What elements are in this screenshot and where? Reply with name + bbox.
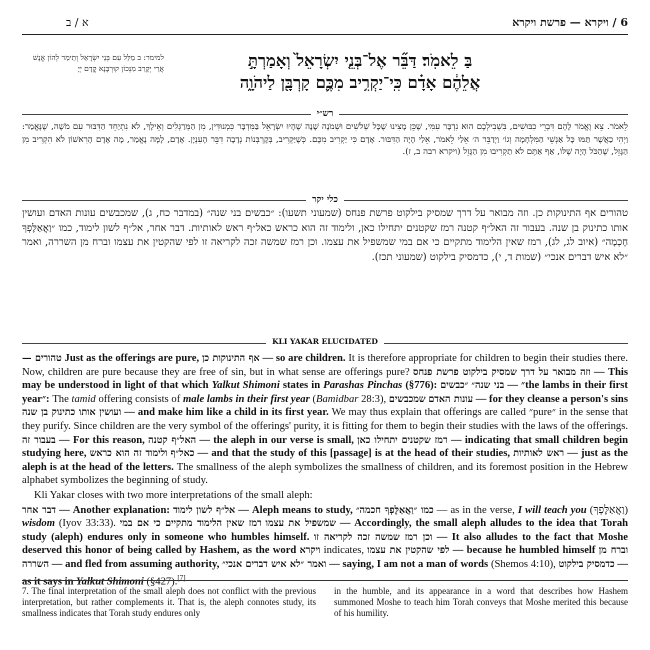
- elucidated-paragraph-2: Kli Yakar closes with two more interpretations of the small aleph:: [34, 489, 313, 501]
- kli-yakar-text: טהורים אף התינוקות כן. וזה מבואר על דרך שמסיק בילקוט פרשת פנחס (שמעוני תשעו): ״כבשים בני שנה״ (במדבר כח, ג), שמכבשים עונות האדם ועושין אותו כתינוק בן שנה. בעבור זה האל״ף קטנה רמז שקטנים יתחילו כאן, ולימוד זה הוא כראש כאל״ף ראש לאותיות. דבר אחר, אל״ף לשון לימוד, כמו ״וַאֲאַלֶּפְךָ חָכְמָה״ (איוב לג, לג), רמז שאין הלימוד מתקיים כי אם במי שמשפיל את עצמו. וכן רמז שמשה זכה לקריאה זו לפי שהקטין את עצמו וברח מן השררה, ואמר ״לא איש דברים אנכי״ (שמות ד, י), כדמסיק בילקוט (שמעוני תכז).: [22, 208, 628, 263]
- verse-line-1: בַּ לֵאמֹֽר׃ דַּבֵּ֞ר אֶל־בְּנֵ֤י יִשְׂרָאֵל֙ וְאָמַרְתָּ֣: [247, 51, 473, 70]
- chapter-verse-label: א / ב: [66, 16, 89, 29]
- verse-text: [92, 50, 628, 94]
- elucidated-heading: KLI YAKAR ELUCIDATED: [22, 337, 628, 349]
- elucidated-paragraph-1: טהורים — Just as the offerings are pure, אף התינוקות כן — so are children. It is therefore appropriate for children to begin their studies there. Now, children are pure because they are free of sin, but in what sense are offerings pure? וזה מבואר על דרך שמסיק בילקוט פרשת פנחס — This may be understood in light of that which Yalkut Shimoni states in Parashas Pinchas (§776): ״כבשים בני שנה״ — ״the lambs in their first year״: The tamid offering consists of male lambs in their first year (Bamidbar 28:3), שמכבשים עונות האדם — for they cleanse a person's sins ועושין אותו כתינוק בן שנה — and make him like a child in its first year. We may thus explain that offerings are called ״pure״ in the sense that they purify. Since children are the very symbol of the offerings' purity, it is fitting for them to begin their studies with the laws of the offerings. בעבור זה — For this reason, האל״ף קטנה — the aleph in our verse is small, רמז שקטנים יתחילו כאן — indicating that small children begin studying here, ולימוד זה הוא כראש כאל״ף — and that the study of this [passage] is at the head of their studies, ראש לאותיות — just as the aleph is at the head of the letters. The smallness of the aleph symbolizes the smallness of children, and its foremost position in the Hebrew alphabet symbolizes the beginning of study.: [22, 353, 628, 487]
- elucidated-text: [22, 352, 628, 590]
- header-rule: [22, 34, 628, 35]
- footnote-column-2: in the humble, and its appearance in a word that describes how Hashem summoned Moshe to teach him Torah conveys that Moshe merited this because of his humility.: [334, 586, 628, 619]
- rashi-commentary: לֵאמֹר. צֵא וֶאֱמֹר לָהֶם דִּבְרֵי כִבּוּשִׁים, בִּשְׁבִילְכֶם הוּא נִדְבָּר עִמִּי, שֶׁכֵּן מָצִינוּ שֶׁכָּל שְׁלֹשִׁים וּשְׁמֹנֶה שָׁנָה שֶׁהָיוּ יִשְׂרָאֵל בַּמִּדְבָּר כִּמְנוּדִּין, מִן הַמְּרַגְּלִים וְאֵילָךְ, לֹא נִתְיַחֵד הַדִּבּוּר עִם מֹשֶׁה, שֶׁנֶּאֱמַר: וַיְהִי כַאֲשֶׁר תַּמּוּ כָּל אַנְשֵׁי הַמִּלְחָמָה וְגוֹ׳ וַיְדַבֵּר ה׳ אֵלַי לֵאמֹר, אֵלַי הָיָה הַדִּבּוּר. אָדָם כִּי יַקְרִיב מִכֶּם. כְּשֶׁיַּקְרִיב, בְּקָרְבְּנוֹת נְדָבָה דִבֵּר הָעִנְיָן. אָדָם, לָמָּה נֶאֱמַר, מָה אָדָם הָרִאשׁוֹן לֹא הִקְרִיב מִן הַגָּזֵל, שֶׁהַכֹּל הָיָה שֶׁלּוֹ, אַף אַתֶּם לֹא תַקְרִיבוּ מִן הַגָּזֵל (ויקרא רבה ב, ז).: [22, 122, 628, 157]
- targum-text: למימר: ב מַלֵּל עִם בְּנֵי יִשְׂרָאֵל וְתֵימַר לְהוֹן אֱנָשׁ אֲרֵי יְקָרֵב מִנְּכוֹן קוּרְבָּנָא קֳדָם יְיָ: [32, 53, 164, 73]
- verse-line-2: אֲלֵהֶ֔ם אָדָ֗ם כִּֽי־יַקְרִ֥יב מִכֶּ֛ם קָרְבָּ֖ן לַיהֹוָ֑ה: [239, 73, 481, 92]
- footnote-rule: [22, 580, 628, 581]
- rashi-heading: רש״י: [22, 108, 628, 120]
- page-label: 6 / ויקרא — פרשת ויקרא: [512, 16, 628, 29]
- running-header: [22, 14, 628, 32]
- footnote-column-1: 7. The final interpretation of the small aleph does not conflict with the previous interpretation, but rather complements it. That is, the aleph connotes study, its smallness indicates that Torah study endures only: [22, 586, 316, 619]
- page: [22, 14, 628, 638]
- elucidated-paragraph-3: דבר אחר — Another explanation: אל״ף לשון לימוד — Aleph means to study, כמו ״וַאֲאַלֶּפְךָ חכמה״ — as in the verse, I will teach you (וַאֲאַלֶּפְךָ) wisdom (Iyov 33:33). רמז שאין הלימוד מתקיים כי אם במי שמשפיל את עצמו — Accordingly, the small aleph alludes to the idea that Torah study (aleph) endures only in someone who humbles himself. וכן רמז שמשה זכה לקריאה זו — It also alludes to the fact that Moshe deserved this honor of being called by Hashem, as the word ויקרא indicates, לפי שהקטין את עצמו — because he humbled himself וברח מן השררה — and fled from assuming authority, ואמר ״לא איש דברים אנכי״ — saying, I am not a man of words (Shemos 4:10), כדמסיק בילקוט — as it says in Yalkut Shimoni (§427).[7]: [22, 504, 628, 588]
- kli-yakar-heading: כלי יקר: [22, 194, 628, 206]
